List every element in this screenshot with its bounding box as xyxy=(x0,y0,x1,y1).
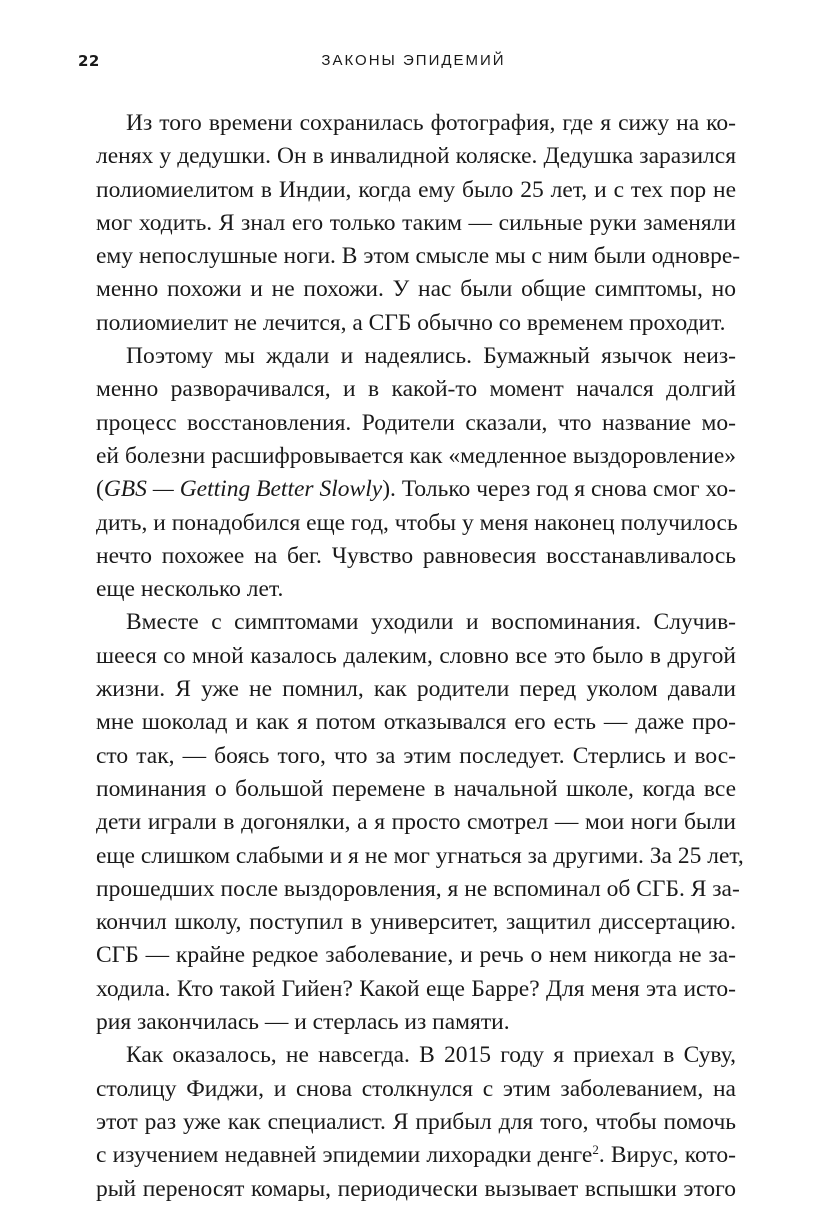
text-line: столицу Фиджи, и снова столкнулся с этим заболеванием, на xyxy=(96,1075,736,1102)
italic-text: GBS — Getting Better Slowly xyxy=(103,476,383,503)
text-segment: ). Только через год я снова смог хо- xyxy=(382,476,736,503)
text-line: ленях у дедушки. Он в инвалидной коляске. Дедушка заразился xyxy=(96,143,736,170)
footnote-reference: 2 xyxy=(592,1142,599,1158)
text-line: рия закончилась — и стерлась из памяти. xyxy=(96,1009,510,1036)
text-line: этот раз уже как специалист. Я прибыл для того, чтобы помочь xyxy=(96,1108,736,1135)
text-line: мне шоколад и как я потом отказывался его есть — даже про- xyxy=(96,709,736,736)
text-line: Вместе с симптомами уходили и воспоминания. Случив- xyxy=(126,609,736,636)
text-line: нечто похожее на бег. Чувство равновесия восстанавливалось xyxy=(96,542,736,569)
book-title: ЗАКОНЫ ЭПИДЕМИЙ xyxy=(321,52,506,69)
body-text xyxy=(96,107,744,1206)
page-number: 22 xyxy=(78,52,100,70)
text-line: ей болезни расшифровывается как «медленное выздоровление» xyxy=(96,442,736,469)
text-line: рый переносят комары, периодически вызывает вспышки этого xyxy=(96,1175,736,1202)
text-line: жизни. Я уже не помнил, как родители перед уколом давали xyxy=(96,676,736,703)
text-line: шееся со мной казалось далеким, словно все это было в другой xyxy=(96,642,736,669)
text-line: полиомиелитом в Индии, когда ему было 25 лет, и с тех пор не xyxy=(96,176,736,203)
text-line xyxy=(96,473,736,506)
text-line: Из того времени сохранилась фотография, где я сижу на ко- xyxy=(126,110,736,136)
text-line: кончил школу, поступил в университет, защитил диссертацию. xyxy=(96,909,736,936)
text-line: прошедших после выздоровления, я не вспоминал об СГБ. Я за- xyxy=(96,875,740,902)
text-line: дить, и понадобился еще год, чтобы у меня наконец получилось xyxy=(96,509,738,536)
text-line: менно разворачивался, и в какой-то момент начался долгий xyxy=(96,376,736,403)
text-segment: ( xyxy=(96,476,104,503)
text-line: процесс восстановления. Родители сказали, что название мо- xyxy=(96,409,736,436)
text-line: еще слишком слабыми и я не мог угнаться за другими. За 25 лет, xyxy=(96,842,744,869)
text-line: поминания о большой перемене в начальной школе, когда все xyxy=(96,775,736,802)
text-line: СГБ — крайне редкое заболевание, и речь о нем никогда не за- xyxy=(96,942,736,969)
paragraph xyxy=(96,107,741,340)
text-line: дети играли в догонялки, а я просто смотрел — мои ноги были xyxy=(96,809,736,836)
text-line: еще несколько лет. xyxy=(96,576,284,603)
running-head xyxy=(0,50,827,74)
paragraph xyxy=(96,340,736,606)
text-segment: с изучением недавней эпидемии лихорадки денге xyxy=(96,1142,593,1169)
text-line: сто так, — боясь того, что за этим последует. Стерлись и вос- xyxy=(96,742,736,769)
text-line: полиомиелит не лечится, а СГБ обычно со временем проходит. xyxy=(96,309,726,336)
text-line: Как оказалось, не навсегда. В 2015 году я приехал в Суву, xyxy=(126,1042,736,1069)
text-line: Поэтому мы ждали и надеялись. Бумажный язычок неиз- xyxy=(126,343,736,370)
text-line: менно похожи и не похожи. У нас были общие симптомы, но xyxy=(96,276,736,303)
paragraph xyxy=(96,606,744,1039)
text-line: ему непослушные ноги. В этом смысле мы с ним были одновре- xyxy=(96,243,741,270)
text-line xyxy=(96,1139,736,1172)
text-segment: . Вирус, кото- xyxy=(598,1142,737,1169)
text-line: ходила. Кто такой Гийен? Какой еще Барре? Для меня эта исто- xyxy=(96,975,736,1002)
text-line: мог ходить. Я знал его только таким — сильные руки заменяли xyxy=(96,209,736,236)
